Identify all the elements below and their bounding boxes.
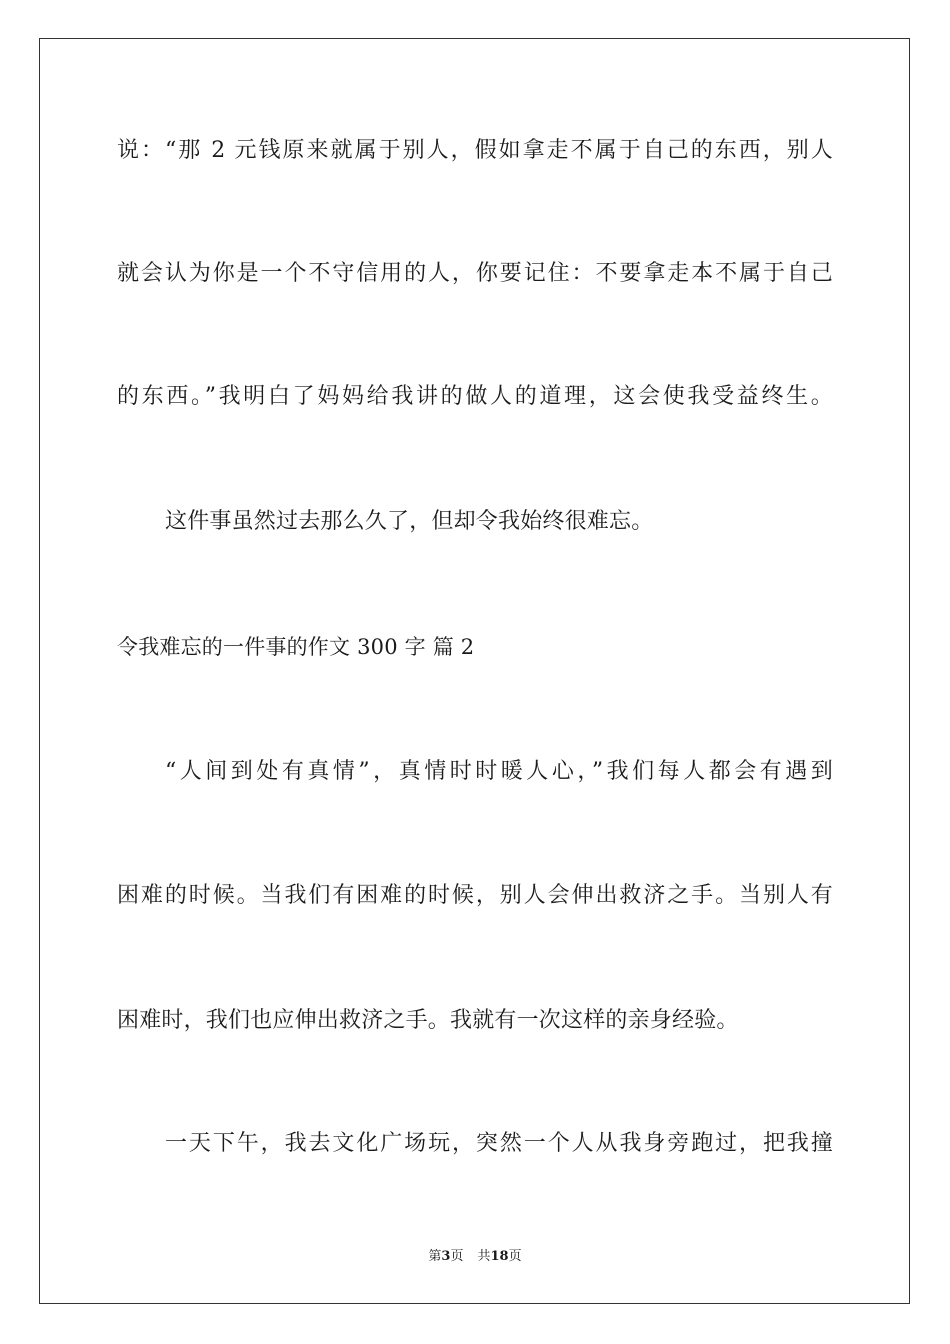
footer-total-suffix: 页 (508, 1249, 522, 1264)
paragraph-line-6: “人间到处有真情”，真情时时暖人心，”我们每人都会有遇到 (165, 759, 833, 784)
paragraph-line-8: 困难时，我们也应伸出救济之手。我就有一次这样的亲身经验。 (117, 1008, 739, 1033)
footer-page-suffix: 页 (450, 1249, 464, 1264)
section-heading: 令我难忘的一件事的作文 300 字 篇 2 (117, 635, 475, 659)
paragraph-line-4: 这件事虽然过去那么久了，但却令我始终很难忘。 (165, 509, 654, 534)
paragraph-line-7: 困难的时候。当我们有困难的时候，别人会伸出救济之手。当别人有 (117, 883, 833, 908)
paragraph-line-9: 一天下午，我去文化广场玩，突然一个人从我身旁跑过，把我撞 (165, 1131, 833, 1156)
page-border (39, 38, 910, 1304)
paragraph-line-2: 就会认为你是一个不守信用的人，你要记住：不要拿走本不属于自己 (117, 261, 833, 286)
paragraph-line-3: 的东西。”我明白了妈妈给我讲的做人的道理，这会使我受益终生。 (117, 384, 833, 409)
footer-page-number: 3 (441, 1249, 451, 1264)
footer-page-prefix: 第 (428, 1249, 442, 1264)
page-footer (0, 1248, 950, 1266)
paragraph-line-1: 说：“那 2 元钱原来就属于别人，假如拿走不属于自己的东西，别人 (117, 138, 833, 163)
footer-total-prefix: 共 (477, 1249, 491, 1264)
footer-total-pages: 18 (490, 1249, 509, 1264)
